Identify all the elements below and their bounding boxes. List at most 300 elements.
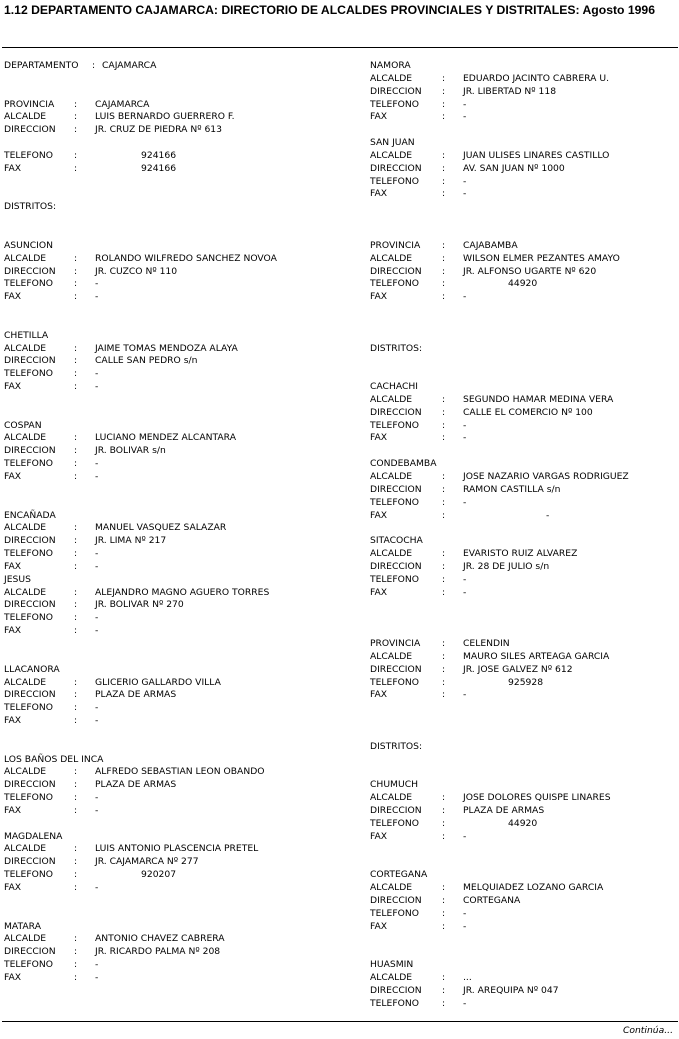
field-row: [370, 278, 675, 291]
field-separator: :: [442, 162, 446, 174]
field-separator: :: [74, 959, 78, 971]
field-separator: :: [74, 124, 78, 136]
field-value: JR. CRUZ DE PIEDRA Nº 613: [95, 124, 222, 136]
field-separator: :: [74, 869, 78, 881]
field-value: AV. SAN JUAN Nº 1000: [463, 162, 565, 174]
field-separator: :: [442, 573, 446, 585]
field-row: [4, 677, 354, 690]
field-value: JR. LIBERTAD Nº 118: [463, 85, 557, 97]
field-row: [4, 355, 354, 368]
field-label: FAX: [4, 291, 22, 303]
field-separator: :: [442, 663, 446, 675]
field-separator: :: [74, 843, 78, 855]
blank-row: [370, 214, 675, 227]
field-label: ALCALDE: [4, 342, 47, 354]
blank-row: [4, 908, 354, 921]
blank-row: [370, 355, 675, 368]
field-value: PLAZA DE ARMAS: [463, 804, 545, 816]
field-label: DIRECCION: [370, 894, 422, 906]
field-separator: :: [442, 111, 446, 123]
field-separator: :: [74, 779, 78, 791]
field-row: [4, 60, 354, 73]
field-separator: :: [74, 291, 78, 303]
field-value: JR. CUZCO Nº 110: [95, 265, 178, 277]
field-value: CELENDIN: [463, 637, 510, 649]
field-value: 924166: [141, 149, 177, 161]
field-row: [4, 471, 354, 484]
field-separator: :: [74, 599, 78, 611]
field-label: SAN JUAN: [370, 137, 415, 149]
field-separator: :: [442, 278, 446, 290]
field-row: [4, 253, 354, 266]
field-label: ALCALDE: [370, 792, 413, 804]
field-label: ASUNCION: [4, 239, 53, 251]
blank-row: [370, 715, 675, 728]
field-separator: :: [74, 535, 78, 547]
field-value: MAURO SILES ARTEAGA GARCIA: [463, 650, 610, 662]
blank-row: [370, 612, 675, 625]
field-separator: :: [74, 612, 78, 624]
field-label: TELEFONO: [370, 278, 419, 290]
field-row: [4, 163, 354, 176]
field-label: PROVINCIA: [370, 637, 421, 649]
field-value: SEGUNDO HAMAR MEDINA VERA: [463, 393, 614, 405]
blank-row: [4, 741, 354, 754]
field-separator: :: [92, 60, 96, 71]
field-row: [370, 805, 675, 818]
blank-row: [370, 201, 675, 214]
field-separator: :: [74, 625, 78, 637]
field-row: [370, 86, 675, 99]
blank-row: [4, 728, 354, 741]
field-label: CHETILLA: [4, 329, 49, 341]
field-row: [370, 882, 675, 895]
field-separator: :: [74, 882, 78, 893]
blank-row: [4, 484, 354, 497]
field-label: TELEFONO: [370, 817, 419, 829]
field-separator: :: [442, 393, 446, 405]
field-row: [370, 677, 675, 690]
field-value: JR. ALFONSO UGARTE Nº 620: [463, 265, 597, 277]
field-row: [370, 664, 675, 677]
field-label: TELEFONO: [370, 496, 419, 508]
field-value: -: [463, 907, 467, 919]
field-value: -: [463, 689, 467, 701]
field-label: ALCALDE: [370, 393, 413, 405]
field-row: [370, 998, 675, 1011]
blank-row: [370, 124, 675, 137]
field-row: [370, 407, 675, 420]
field-label: TELEFONO: [370, 573, 419, 585]
field-separator: :: [442, 72, 446, 84]
field-separator: :: [442, 496, 446, 508]
field-value: JR. BOLIVAR Nº 270: [95, 599, 184, 611]
field-value: JR. 28 DE JULIO s/n: [463, 560, 550, 572]
section-heading: [4, 330, 354, 343]
field-value: -: [95, 291, 99, 303]
field-label: ALCALDE: [370, 971, 413, 983]
field-value: ...: [463, 971, 472, 983]
field-label: CACHACHI: [370, 381, 419, 393]
field-value: -: [463, 188, 467, 200]
field-separator: :: [442, 548, 446, 560]
field-row: [4, 458, 354, 471]
field-label: FAX: [4, 560, 22, 572]
field-row: [370, 895, 675, 908]
field-value: CAJABAMBA: [463, 239, 518, 251]
field-separator: :: [442, 637, 446, 649]
continued-note: Continúa...: [622, 1025, 673, 1036]
field-value: JR. CAJAMARCA Nº 277: [95, 856, 199, 868]
field-label: ALCALDE: [4, 111, 47, 123]
field-row: [370, 972, 675, 985]
blank-row: [4, 394, 354, 407]
field-row: [4, 972, 354, 985]
field-value: -: [95, 625, 99, 637]
field-value: -: [463, 432, 467, 444]
field-row: [4, 933, 354, 946]
field-label: TELEFONO: [4, 612, 53, 624]
field-label: DIRECCION: [370, 804, 422, 816]
field-label: DIRECCION: [4, 124, 56, 136]
field-row: [370, 188, 675, 201]
section-heading: [4, 420, 354, 433]
field-row: [4, 599, 354, 612]
field-separator: :: [74, 792, 78, 804]
field-value: LUCIANO MENDEZ ALCANTARA: [95, 432, 236, 444]
field-value: ALEJANDRO MAGNO AGUERO TORRES: [95, 586, 270, 598]
field-row: [370, 638, 675, 651]
field-label: CORTEGANA: [370, 869, 428, 881]
field-separator: :: [442, 419, 446, 431]
section-heading: [370, 137, 675, 150]
field-row: [370, 497, 675, 510]
field-label: FAX: [370, 291, 388, 303]
field-separator: :: [442, 650, 446, 662]
section-heading: [4, 201, 354, 214]
field-row: [4, 432, 354, 445]
field-value: -: [95, 471, 99, 482]
field-separator: :: [442, 149, 446, 161]
field-separator: :: [74, 715, 78, 727]
field-row: [4, 522, 354, 535]
field-label: ALCALDE: [4, 252, 47, 264]
field-separator: :: [74, 98, 78, 110]
blank-row: [4, 214, 354, 227]
section-heading: [4, 510, 354, 523]
field-row: [4, 278, 354, 291]
field-label: ALCALDE: [4, 766, 47, 778]
field-value: PLAZA DE ARMAS: [95, 689, 177, 701]
field-label: ALCALDE: [370, 650, 413, 662]
field-separator: :: [74, 252, 78, 264]
field-label: TELEFONO: [370, 98, 419, 110]
field-row: [4, 625, 354, 638]
right-column: [370, 60, 675, 1010]
section-heading: [370, 343, 675, 356]
field-row: [370, 240, 675, 253]
field-label: ALCALDE: [370, 882, 413, 893]
field-row: [370, 99, 675, 112]
field-row: [370, 689, 675, 702]
field-label: FAX: [370, 188, 388, 200]
field-label: ALCALDE: [370, 252, 413, 264]
field-separator: :: [442, 188, 446, 200]
field-label: DIRECCION: [370, 663, 422, 675]
field-label: TELEFONO: [370, 907, 419, 919]
field-value: JOSE DOLORES QUISPE LINARES: [463, 792, 611, 804]
section-heading: [370, 60, 675, 73]
field-row: [4, 381, 354, 394]
field-label: DIRECCION: [4, 355, 56, 367]
field-value: JOSE NAZARIO VARGAS RODRIGUEZ: [463, 471, 629, 482]
field-value: LUIS ANTONIO PLASCENCIA PRETEL: [95, 843, 259, 855]
top-rule: [2, 47, 678, 48]
field-row: [4, 111, 354, 124]
field-row: [370, 587, 675, 600]
field-separator: :: [74, 278, 78, 290]
field-label: FAX: [370, 111, 388, 123]
field-label: DISTRITOS:: [4, 201, 57, 213]
field-value: JR. RICARDO PALMA Nº 208: [95, 946, 221, 958]
field-value: 925928: [508, 676, 544, 688]
field-row: [370, 510, 675, 523]
field-row: [4, 445, 354, 458]
field-label: TELEFONO: [370, 997, 419, 1009]
field-separator: :: [74, 381, 78, 393]
field-value: -: [95, 368, 99, 380]
field-value: -: [463, 573, 467, 585]
field-separator: :: [74, 445, 78, 457]
field-row: [370, 253, 675, 266]
field-separator: :: [442, 85, 446, 97]
field-row: [370, 73, 675, 86]
field-label: FAX: [370, 509, 388, 521]
blank-row: [370, 933, 675, 946]
section-heading: [370, 779, 675, 792]
blank-row: [370, 843, 675, 856]
field-separator: :: [442, 560, 446, 572]
field-value: -: [95, 971, 99, 983]
field-value: -: [463, 830, 467, 842]
field-separator: :: [442, 265, 446, 277]
field-value: -: [95, 458, 99, 470]
field-row: [370, 291, 675, 304]
section-heading: [370, 458, 675, 471]
field-separator: :: [74, 548, 78, 560]
blank-row: [370, 728, 675, 741]
field-value: -: [463, 997, 467, 1009]
field-label: ALCALDE: [370, 72, 413, 84]
field-value: WILSON ELMER PEZANTES AMAYO: [463, 252, 620, 264]
field-label: CHUMUCH: [370, 779, 419, 791]
field-separator: :: [74, 111, 78, 123]
field-label: PROVINCIA: [370, 239, 421, 251]
field-row: [370, 921, 675, 934]
field-separator: :: [442, 291, 446, 303]
field-label: DIRECCION: [370, 984, 422, 996]
field-separator: :: [74, 766, 78, 778]
field-separator: :: [442, 483, 446, 495]
field-label: MAGDALENA: [4, 830, 63, 842]
field-row: [4, 702, 354, 715]
field-row: [4, 548, 354, 561]
field-label: FAX: [4, 471, 22, 482]
blank-row: [370, 522, 675, 535]
field-label: DIRECCION: [4, 779, 56, 791]
blank-row: [4, 86, 354, 99]
field-label: TELEFONO: [4, 548, 53, 560]
blank-row: [4, 497, 354, 510]
field-row: [370, 792, 675, 805]
field-label: HUASMIN: [370, 959, 414, 971]
field-row: [370, 561, 675, 574]
section-heading: [370, 381, 675, 394]
field-label: DIRECCION: [370, 162, 422, 174]
field-value: MELQUIADEZ LOZANO GARCIA: [463, 882, 604, 893]
field-separator: :: [442, 997, 446, 1009]
field-row: [370, 831, 675, 844]
field-label: FAX: [4, 162, 22, 174]
field-label: TELEFONO: [4, 959, 53, 971]
field-separator: :: [74, 522, 78, 534]
field-label: CONDEBAMBA: [370, 458, 437, 470]
field-value: JR. LIMA Nº 217: [95, 535, 167, 547]
blank-row: [370, 625, 675, 638]
field-label: SITACOCHA: [370, 535, 423, 547]
field-value: -: [95, 804, 99, 816]
field-label: ALCALDE: [370, 149, 413, 161]
blank-row: [4, 818, 354, 831]
section-heading: [4, 754, 354, 767]
field-label: DIRECCION: [370, 560, 422, 572]
field-separator: :: [442, 509, 446, 521]
field-separator: :: [74, 560, 78, 572]
field-label: DIRECCION: [370, 85, 422, 97]
field-row: [4, 99, 354, 112]
blank-row: [370, 330, 675, 343]
field-separator: :: [74, 946, 78, 958]
blank-row: [4, 651, 354, 664]
field-label: FAX: [4, 381, 22, 393]
field-separator: :: [74, 856, 78, 868]
blank-row: [370, 599, 675, 612]
field-label: DIRECCION: [4, 599, 56, 611]
field-separator: :: [442, 98, 446, 110]
field-separator: :: [442, 804, 446, 816]
field-value: ROLANDO WILFREDO SANCHEZ NOVOA: [95, 252, 277, 264]
field-row: [370, 150, 675, 163]
field-separator: :: [74, 149, 78, 161]
field-row: [4, 715, 354, 728]
field-row: [4, 856, 354, 869]
field-separator: :: [442, 676, 446, 688]
blank-row: [4, 638, 354, 651]
field-separator: :: [74, 355, 78, 367]
field-value: 44920: [508, 278, 538, 290]
field-separator: :: [74, 689, 78, 701]
field-value: -: [463, 111, 467, 123]
field-value: LUIS BERNARDO GUERRERO F.: [95, 111, 235, 123]
field-row: [370, 111, 675, 124]
section-heading: [4, 831, 354, 844]
field-row: [370, 176, 675, 189]
field-row: [370, 420, 675, 433]
field-value: -: [95, 278, 99, 290]
field-label: DIRECCION: [370, 483, 422, 495]
field-row: [370, 818, 675, 831]
field-label: TELEFONO: [4, 278, 53, 290]
field-row: [4, 561, 354, 574]
blank-row: [4, 304, 354, 317]
field-label: DIRECCION: [4, 445, 56, 457]
section-heading: [4, 921, 354, 934]
blank-row: [4, 227, 354, 240]
field-label: TELEFONO: [4, 869, 53, 881]
field-label: FAX: [370, 432, 388, 444]
field-value: -: [95, 612, 99, 624]
field-label: COSPAN: [4, 419, 42, 431]
field-label: ALCALDE: [4, 432, 47, 444]
blank-row: [370, 445, 675, 458]
field-value: RAMON CASTILLA s/n: [463, 483, 561, 495]
field-row: [4, 843, 354, 856]
field-separator: :: [74, 933, 78, 945]
blank-row: [4, 73, 354, 86]
field-label: TELEFONO: [370, 676, 419, 688]
field-row: [370, 484, 675, 497]
section-heading: [4, 664, 354, 677]
field-separator: :: [442, 471, 446, 482]
field-separator: :: [74, 265, 78, 277]
section-heading: [4, 574, 354, 587]
field-value: ANTONIO CHAVEZ CABRERA: [95, 933, 225, 945]
field-separator: :: [442, 894, 446, 906]
field-separator: :: [442, 239, 446, 251]
field-value: -: [463, 291, 467, 303]
field-label: ENCAÑADA: [4, 509, 56, 521]
field-value: JR. AREQUIPA Nº 047: [463, 984, 559, 996]
field-separator: :: [442, 971, 446, 983]
field-separator: :: [74, 342, 78, 354]
field-row: [4, 535, 354, 548]
field-label: FAX: [4, 882, 22, 893]
field-value: EVARISTO RUIZ ALVAREZ: [463, 548, 578, 560]
field-row: [4, 124, 354, 137]
field-value: CAJAMARCA: [95, 98, 150, 110]
field-row: [4, 959, 354, 972]
field-separator: :: [442, 689, 446, 701]
field-separator: :: [74, 971, 78, 983]
field-row: [4, 779, 354, 792]
field-value: 924166: [141, 162, 177, 174]
field-row: [4, 882, 354, 895]
field-value: MANUEL VASQUEZ SALAZAR: [95, 522, 227, 534]
field-separator: :: [442, 252, 446, 264]
blank-row: [4, 317, 354, 330]
field-label: ALCALDE: [4, 522, 47, 534]
field-value: -: [95, 548, 99, 560]
field-label: TELEFONO: [4, 149, 53, 161]
field-label: ALCALDE: [370, 471, 413, 482]
section-heading: [370, 959, 675, 972]
field-label: TELEFONO: [4, 458, 53, 470]
field-value: -: [463, 175, 467, 187]
field-value: EDUARDO JACINTO CABRERA U.: [463, 72, 609, 84]
blank-row: [370, 754, 675, 767]
field-row: [4, 689, 354, 702]
blank-row: [4, 895, 354, 908]
